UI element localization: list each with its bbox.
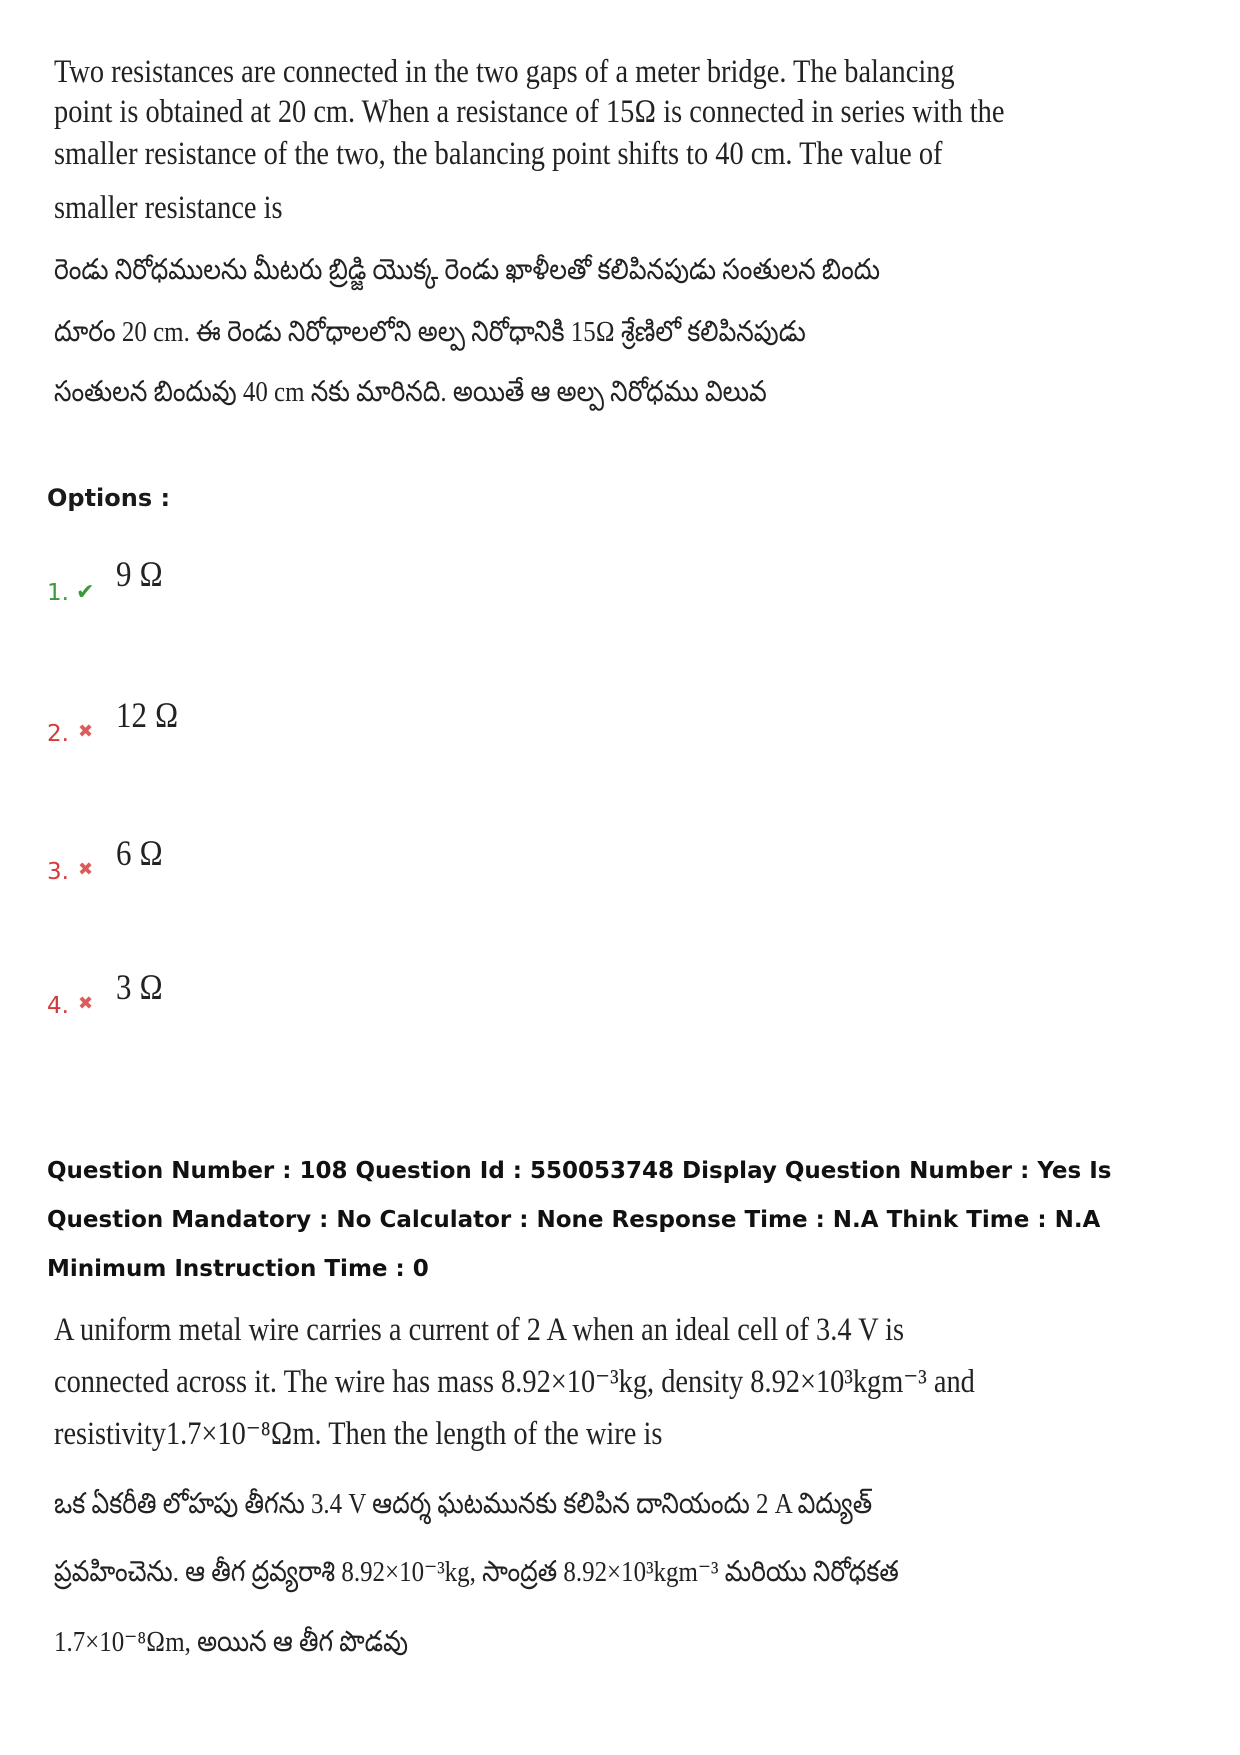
option-3-value: 6 Ω	[116, 833, 164, 873]
q2-english-line-3: resistivity1.7×10⁻⁸Ωm. Then the length of the wire is	[54, 1416, 663, 1452]
option-3-number: 3.	[47, 859, 69, 885]
options-label: Options :	[47, 484, 171, 512]
q2-english-line-1: A uniform metal wire carries a current of 2 A when an ideal cell of 3.4 V is	[54, 1312, 905, 1348]
q1-telugu-line-3: సంతులన బిందువు 40 cm నకు మారినది. అయితే ఆ అల్ప నిరోధము విలువ	[54, 376, 767, 408]
option-2-number: 2.	[47, 721, 69, 747]
option-4-value: 3 Ω	[116, 967, 164, 1007]
q1-english-line-4: smaller resistance is	[54, 190, 283, 226]
question-2-meta: Question Number : 108 Question Id : 550053748 Display Question Number : Yes Is Question Mandatory : No Calculator : None Response Time : N.A Think Time : N.A Minimum Instruction Time : 0	[47, 1158, 1112, 1282]
cross-icon: ✖	[78, 721, 94, 742]
cross-icon: ✖	[78, 859, 94, 880]
option-4-number: 4.	[47, 993, 69, 1019]
check-icon: ✔	[76, 580, 95, 605]
q2-english-line-2: connected across it. The wire has mass 8.92×10⁻³kg, density 8.92×10³kgm⁻³ and	[54, 1364, 975, 1400]
q2-telugu-line-3: 1.7×10⁻⁸Ωm, అయిన ఆ తీగ పొడవు	[54, 1626, 408, 1658]
option-1-value: 9 Ω	[116, 554, 164, 594]
q1-english-line-2: point is obtained at 20 cm. When a resistance of 15Ω is connected in series with the	[54, 94, 1005, 130]
q2-telugu-line-2: ప్రవహించెను. ఆ తీగ ద్రవ్యరాశి 8.92×10⁻³kg, సాంద్రత 8.92×10³kgm⁻³ మరియు నిరోధకత	[54, 1556, 899, 1588]
cross-icon: ✖	[78, 993, 94, 1014]
q1-english-line-1: Two resistances are connected in the two gaps of a meter bridge. The balancing	[54, 54, 955, 90]
q1-english-line-3: smaller resistance of the two, the balancing point shifts to 40 cm. The value of	[54, 136, 943, 172]
option-1-number: 1.	[47, 580, 69, 606]
q2-telugu-line-1: ఒక ఏకరీతి లోహపు తీగను 3.4 V ఆదర్శ ఘటమునకు కలిపిన దానియందు 2 A విద్యుత్	[54, 1488, 873, 1520]
q1-telugu-line-1: రెండు నిరోధములను మీటరు బ్రిడ్జి యొక్క రెండు ఖాళీలతో కలిపినపుడు సంతులన బిందు	[54, 254, 881, 286]
option-2-value: 12 Ω	[116, 695, 179, 735]
q1-telugu-line-2: దూరం 20 cm. ఈ రెండు నిరోధాలలోని అల్ప నిరోధానికి 15Ω శ్రేణిలో కలిపినపుడు	[54, 316, 806, 348]
